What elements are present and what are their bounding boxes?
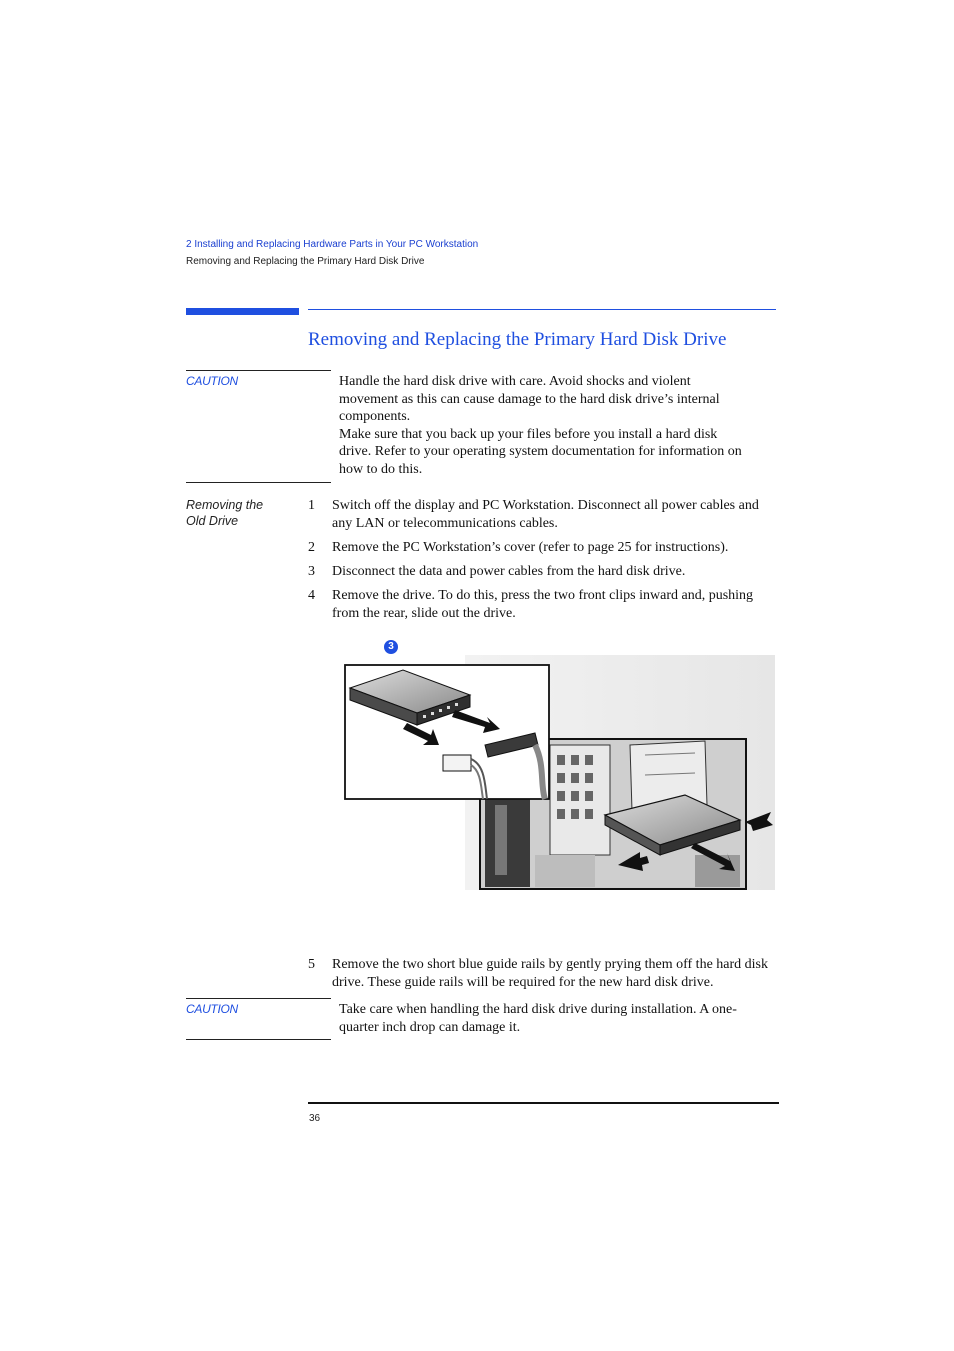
caution-top-rule xyxy=(186,370,331,371)
step-text: Remove the PC Workstation’s cover (refer to page 25 for instructions). xyxy=(332,540,729,555)
hard-drive-removal-illustration xyxy=(335,655,780,895)
caution-top-rule xyxy=(186,998,331,999)
caution-text xyxy=(339,1001,779,1036)
caution-line: components. xyxy=(339,409,411,424)
step-number: 1 xyxy=(308,498,315,513)
step-number: 2 xyxy=(308,540,315,555)
side-heading xyxy=(186,497,263,529)
caution-line: how to do this. xyxy=(339,461,423,477)
caution-line: Make sure that you back up your files before you install a hard disk xyxy=(339,426,718,442)
step-item xyxy=(308,497,778,532)
page-number: 36 xyxy=(309,1113,321,1124)
caution-label: CAUTION xyxy=(186,1002,238,1016)
section-accent-line xyxy=(308,309,776,310)
step-item xyxy=(308,539,778,557)
step-text: Remove the two short blue guide rails by gently prying them off the hard disk drive. These guide rails will be required for the new hard disk drive. xyxy=(332,957,768,990)
step-text: Remove the drive. To do this, press the two front clips inward and, pushing from the rear, slide out the drive. xyxy=(332,588,754,621)
caution-bottom-rule xyxy=(186,482,331,483)
caution-line: quarter inch drop can damage it. xyxy=(339,1019,521,1035)
step-text: Disconnect the data and power cables from the hard disk drive. xyxy=(332,564,686,579)
figure-callout-badge: 3 xyxy=(384,640,398,654)
caution-line: Take care when handling the hard disk drive during installation. A one- xyxy=(339,1002,737,1017)
step-text: Switch off the display and PC Workstation. Disconnect all power cables and any LAN or telecommunications cables. xyxy=(332,498,759,531)
running-header-section: Removing and Replacing the Primary Hard Disk Drive xyxy=(186,256,425,267)
page-title: Removing and Replacing the Primary Hard Disk Drive xyxy=(308,329,727,350)
caution-label: CAUTION xyxy=(186,374,238,388)
running-header-chapter: 2 Installing and Replacing Hardware Parts in Your PC Workstation xyxy=(186,239,479,250)
footer-rule xyxy=(308,1102,779,1104)
step-number: 3 xyxy=(308,564,315,579)
caution-bottom-rule xyxy=(186,1039,331,1040)
caution-line: Handle the hard disk drive with care. Avoid shocks and violent xyxy=(339,374,691,389)
caution-line: movement as this can cause damage to the hard disk drive’s internal xyxy=(339,391,720,407)
step-item xyxy=(308,956,778,991)
step-number: 5 xyxy=(308,957,315,972)
section-accent-bar xyxy=(186,308,299,315)
caution-line: drive. Refer to your operating system documentation for information on xyxy=(339,444,742,459)
side-heading-line: Old Drive xyxy=(186,514,239,528)
caution-text xyxy=(339,373,779,478)
side-heading-line: Removing the xyxy=(186,498,264,512)
step-number: 4 xyxy=(308,588,315,603)
step-item xyxy=(308,563,778,581)
drive-detail-inset xyxy=(345,665,549,799)
step-item xyxy=(308,587,778,622)
